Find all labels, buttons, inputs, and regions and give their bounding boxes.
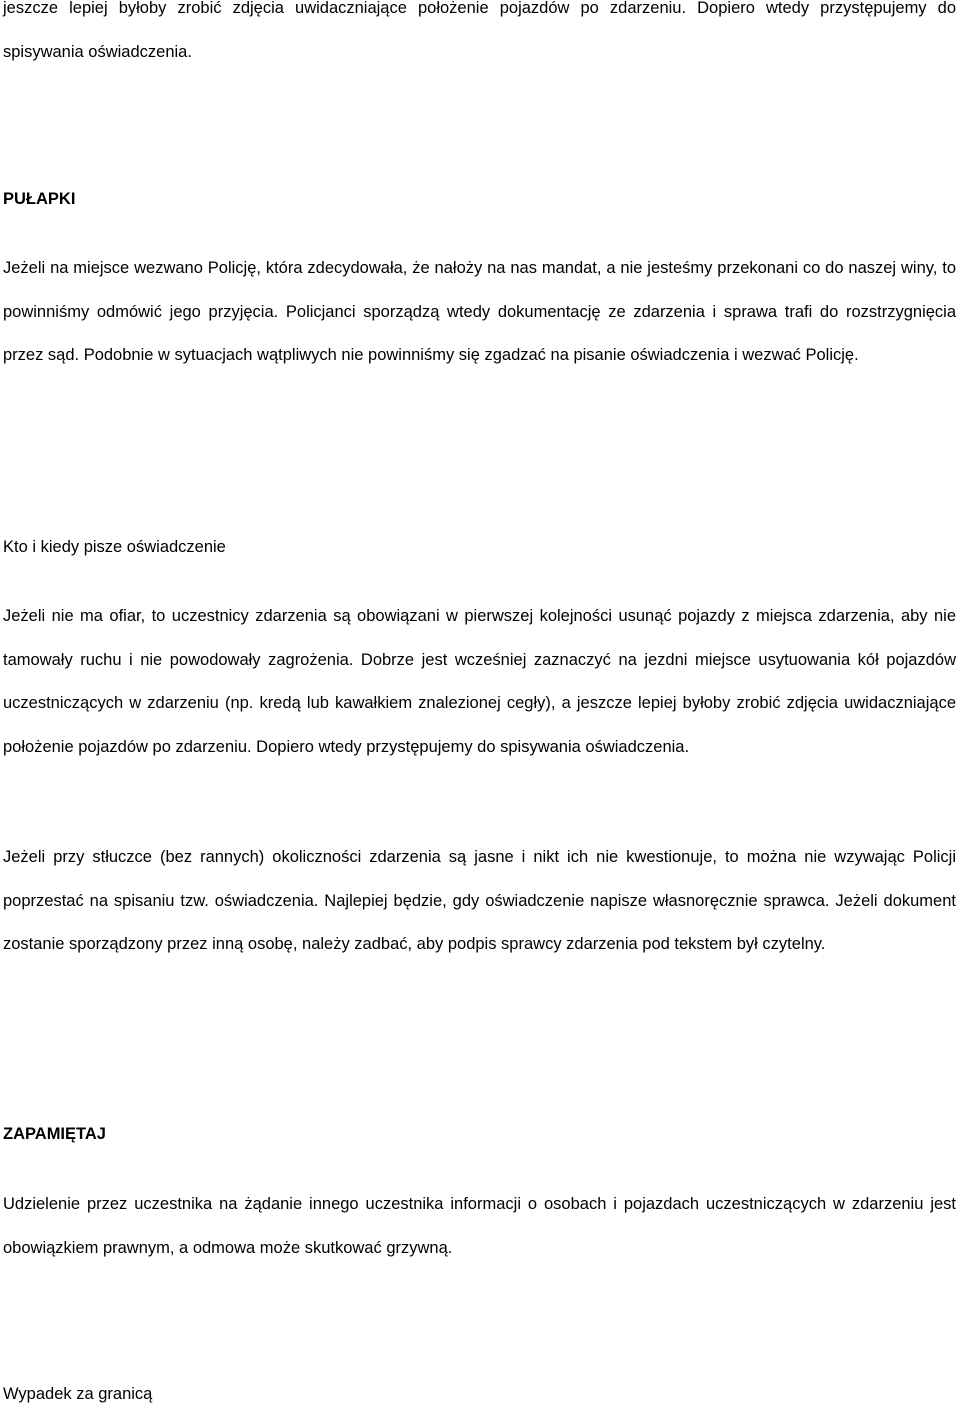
- pulapki-paragraph: Jeżeli na miejsce wezwano Policję, która zdecydowała, że nałoży na nas mandat, a nie jesteśmy przekonani co do naszej winy, to powinniśmy odmówić jego przyjęcia. Policjanci sporządzą wtedy dokumentację ze zdarzenia i sprawa trafi do rozstrzygnięcia przez sąd. Podobnie w sytuacjach wątpliwych nie powinniśmy się zgadzać na pisanie oświadczenia i wezwać Policję.: [3, 259, 956, 364]
- pulapki-body-block: [3, 247, 956, 378]
- intro-block: [3, 0, 956, 74]
- pulapki-heading: PUŁAPKI: [3, 190, 76, 208]
- zapamietaj-paragraph: Udzielenie przez uczestnika na żądanie innego uczestnika informacji o osobach i pojazdach uczestniczących w zdarzeniu jest obowiązkiem prawnym, a odmowa może skutkować grzywną.: [3, 1195, 956, 1257]
- intro-paragraph: jeszcze lepiej byłoby zrobić zdjęcia uwidaczniające położenie pojazdów po zdarzeniu. Dopiero wtedy przystępujemy do spisywania oświadczenia.: [3, 0, 956, 61]
- kto-paragraph-1: Jeżeli nie ma ofiar, to uczestnicy zdarzenia są obowiązani w pierwszej kolejności usunąć pojazdy z miejsca zdarzenia, aby nie tamowały ruchu i nie powodowały zagrożenia. Dobrze jest wcześniej zaznaczyć na jezdni miejsce usytuowania kół pojazdów uczestniczących w zdarzeniu (np. kredą lub kawałkiem znalezionej cegły), a jeszcze lepiej byłoby zrobić zdjęcia uwidaczniające położenie pojazdów po zdarzeniu. Dopiero wtedy przystępujemy do spisywania oświadczenia.: [3, 607, 956, 756]
- kto-heading: Kto i kiedy pisze oświadczenie: [3, 538, 226, 556]
- kto-body-block-2: [3, 836, 956, 967]
- zapamietaj-heading-block: [3, 1113, 956, 1157]
- kto-heading-block: [3, 526, 956, 570]
- zapamietaj-heading: ZAPAMIĘTAJ: [3, 1125, 106, 1143]
- wypadek-heading-block: [3, 1373, 956, 1417]
- kto-paragraph-2: Jeżeli przy stłuczce (bez rannych) okoliczności zdarzenia są jasne i nikt ich nie kwestionuje, to można nie wzywając Policji poprzestać na spisaniu tzw. oświadczenia. Najlepiej będzie, gdy oświadczenie napisze własnoręcznie sprawca. Jeżeli dokument zostanie sporządzony przez inną osobę, należy zadbać, aby podpis sprawcy zdarzenia pod tekstem był czytelny.: [3, 848, 956, 953]
- pulapki-heading-block: [3, 178, 956, 222]
- wypadek-heading: Wypadek za granicą: [3, 1385, 153, 1403]
- kto-body-block-1: [3, 595, 956, 769]
- zapamietaj-body-block: [3, 1183, 956, 1270]
